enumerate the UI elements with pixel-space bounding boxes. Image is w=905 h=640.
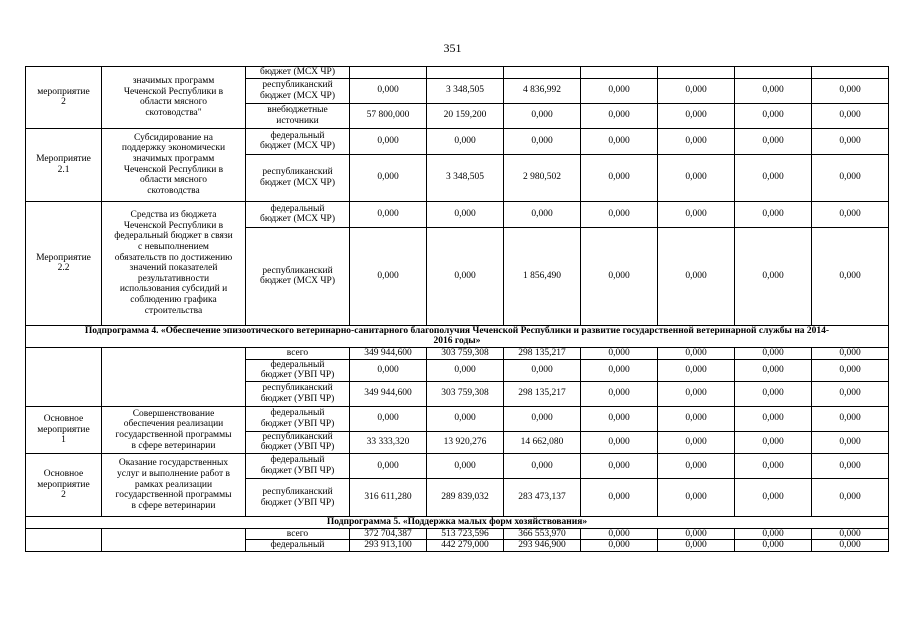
value-cell: 0,000 — [812, 540, 889, 552]
value-cell: 0,000 — [427, 227, 504, 325]
measure-code: Основное мероприятие 2 — [26, 454, 102, 517]
value-cell: 298 135,217 — [504, 381, 581, 406]
funding-source: федеральный бюджет (МСХ ЧР) — [246, 128, 350, 154]
value-cell: 0,000 — [812, 454, 889, 479]
value-cell: 0,000 — [812, 359, 889, 381]
value-cell: 303 759,308 — [427, 381, 504, 406]
value-cell: 0,000 — [735, 528, 812, 540]
value-cell: 0,000 — [427, 128, 504, 154]
value-cell: 0,000 — [735, 479, 812, 517]
value-cell: 349 944,600 — [350, 347, 427, 359]
table-row — [26, 454, 889, 479]
measure-code — [26, 347, 102, 406]
value-cell: 0,000 — [504, 359, 581, 381]
value-cell: 0,000 — [812, 479, 889, 517]
value-cell: 0,000 — [581, 227, 658, 325]
value-cell: 0,000 — [812, 201, 889, 227]
value-cell: 0,000 — [735, 154, 812, 201]
funding-source: всего — [246, 347, 350, 359]
value-cell: 0,000 — [812, 154, 889, 201]
value-cell: 0,000 — [581, 454, 658, 479]
value-cell: 0,000 — [350, 201, 427, 227]
funding-source: республиканский бюджет (МСХ ЧР) — [246, 227, 350, 325]
value-cell: 0,000 — [581, 128, 658, 154]
value-cell: 513 723,596 — [427, 528, 504, 540]
value-cell: 293 946,900 — [504, 540, 581, 552]
value-cell — [581, 67, 658, 79]
value-cell: 0,000 — [504, 103, 581, 128]
value-cell: 0,000 — [581, 540, 658, 552]
value-cell: 0,000 — [658, 78, 735, 103]
value-cell: 0,000 — [658, 540, 735, 552]
value-cell: 0,000 — [735, 78, 812, 103]
value-cell — [504, 67, 581, 79]
budget-table — [25, 66, 889, 552]
value-cell: 0,000 — [735, 406, 812, 431]
value-cell: 0,000 — [658, 406, 735, 431]
value-cell: 0,000 — [581, 381, 658, 406]
funding-source: всего — [246, 528, 350, 540]
value-cell: 0,000 — [504, 406, 581, 431]
measure-code: Мероприятие 2.1 — [26, 128, 102, 201]
measure-code — [26, 528, 102, 551]
funding-source: федеральный бюджет (УВП ЧР) — [246, 454, 350, 479]
value-cell: 0,000 — [812, 381, 889, 406]
table-row — [26, 128, 889, 154]
value-cell: 366 553,970 — [504, 528, 581, 540]
value-cell: 0,000 — [735, 201, 812, 227]
value-cell: 0,000 — [427, 359, 504, 381]
value-cell: 0,000 — [504, 454, 581, 479]
value-cell: 0,000 — [350, 454, 427, 479]
value-cell: 293 913,100 — [350, 540, 427, 552]
value-cell: 0,000 — [350, 78, 427, 103]
value-cell: 0,000 — [658, 128, 735, 154]
value-cell: 0,000 — [658, 227, 735, 325]
value-cell: 0,000 — [735, 227, 812, 325]
value-cell: 0,000 — [581, 201, 658, 227]
value-cell: 2 980,502 — [504, 154, 581, 201]
value-cell: 0,000 — [350, 406, 427, 431]
section-title: Подпрограмма 5. «Поддержка малых форм хозяйствования» — [26, 517, 889, 529]
value-cell: 0,000 — [658, 103, 735, 128]
value-cell: 0,000 — [812, 406, 889, 431]
value-cell: 0,000 — [812, 347, 889, 359]
page-number: 351 — [443, 41, 462, 55]
measure-name: значимых программ Чеченской Республики в области мясного скотоводства" — [102, 67, 246, 129]
value-cell: 0,000 — [735, 454, 812, 479]
value-cell: 0,000 — [581, 431, 658, 453]
value-cell — [812, 67, 889, 79]
value-cell: 20 159,200 — [427, 103, 504, 128]
value-cell: 0,000 — [658, 154, 735, 201]
value-cell: 303 759,308 — [427, 347, 504, 359]
funding-source: республиканский бюджет (МСХ ЧР) — [246, 154, 350, 201]
funding-source: республиканский бюджет (УВП ЧР) — [246, 479, 350, 517]
value-cell: 0,000 — [658, 347, 735, 359]
value-cell: 0,000 — [427, 406, 504, 431]
value-cell: 0,000 — [581, 103, 658, 128]
measure-name — [102, 528, 246, 551]
value-cell: 0,000 — [350, 359, 427, 381]
value-cell: 0,000 — [735, 431, 812, 453]
section-title: Подпрограмма 4. «Обеспечение эпизоотического ветеринарно-санитарного благополучия Чеченской Республики и развитие государственной ветеринарной службы на 2014- 2016 годы» — [26, 325, 889, 347]
measure-code: Основное мероприятие 1 — [26, 406, 102, 453]
value-cell: 14 662,080 — [504, 431, 581, 453]
value-cell: 0,000 — [812, 227, 889, 325]
funding-source: федеральный бюджет (МСХ ЧР) — [246, 201, 350, 227]
measure-name: Совершенствование обеспечения реализации государственной программы в сфере ветеринарии — [102, 406, 246, 453]
value-cell: 0,000 — [427, 454, 504, 479]
value-cell: 0,000 — [581, 347, 658, 359]
value-cell: 298 135,217 — [504, 347, 581, 359]
funding-source: внебюджетные источники — [246, 103, 350, 128]
value-cell: 0,000 — [658, 381, 735, 406]
value-cell: 0,000 — [350, 227, 427, 325]
value-cell: 0,000 — [735, 381, 812, 406]
value-cell: 1 856,490 — [504, 227, 581, 325]
value-cell: 0,000 — [581, 406, 658, 431]
value-cell: 3 348,505 — [427, 78, 504, 103]
funding-source: бюджет (МСХ ЧР) — [246, 67, 350, 79]
measure-code: мероприятие 2 — [26, 67, 102, 129]
section-row — [26, 517, 889, 529]
measure-name — [102, 347, 246, 406]
value-cell: 0,000 — [812, 78, 889, 103]
value-cell: 13 920,276 — [427, 431, 504, 453]
value-cell: 0,000 — [812, 431, 889, 453]
value-cell: 283 473,137 — [504, 479, 581, 517]
value-cell: 289 839,032 — [427, 479, 504, 517]
value-cell: 316 611,280 — [350, 479, 427, 517]
value-cell: 372 704,387 — [350, 528, 427, 540]
value-cell: 0,000 — [504, 128, 581, 154]
value-cell: 0,000 — [658, 479, 735, 517]
value-cell: 0,000 — [581, 154, 658, 201]
value-cell: 57 800,000 — [350, 103, 427, 128]
value-cell: 0,000 — [658, 201, 735, 227]
funding-source: республиканский бюджет (УВП ЧР) — [246, 431, 350, 453]
table-row — [26, 406, 889, 431]
value-cell — [735, 67, 812, 79]
value-cell: 0,000 — [350, 154, 427, 201]
value-cell: 0,000 — [658, 528, 735, 540]
value-cell: 0,000 — [812, 103, 889, 128]
value-cell: 0,000 — [504, 201, 581, 227]
value-cell: 0,000 — [735, 128, 812, 154]
funding-source: федеральный бюджет (УВП ЧР) — [246, 406, 350, 431]
measure-name: Средства из бюджета Чеченской Республики в федеральный бюджет в связи с невыполнением обязательств по достижению значений показателей результативности использования субсидий и соблюдению графика строительства — [102, 201, 246, 325]
value-cell — [658, 67, 735, 79]
value-cell: 0,000 — [581, 528, 658, 540]
measure-name: Оказание государственных услуг и выполнение работ в рамках реализации государственной программы в сфере ветеринарии — [102, 454, 246, 517]
value-cell: 442 279,000 — [427, 540, 504, 552]
table-row — [26, 347, 889, 359]
funding-source: республиканский бюджет (МСХ ЧР) — [246, 78, 350, 103]
table-row — [26, 201, 889, 227]
value-cell: 0,000 — [581, 359, 658, 381]
value-cell — [427, 67, 504, 79]
section-row — [26, 325, 889, 347]
value-cell: 0,000 — [735, 540, 812, 552]
value-cell: 0,000 — [581, 78, 658, 103]
value-cell: 3 348,505 — [427, 154, 504, 201]
value-cell: 0,000 — [812, 528, 889, 540]
value-cell: 0,000 — [350, 128, 427, 154]
value-cell: 0,000 — [735, 347, 812, 359]
value-cell: 0,000 — [581, 479, 658, 517]
value-cell: 0,000 — [427, 201, 504, 227]
table-row — [26, 528, 889, 540]
funding-source: республиканский бюджет (УВП ЧР) — [246, 381, 350, 406]
table-row — [26, 67, 889, 79]
measure-name: Субсидирование на поддержку экономически значимых программ Чеченской Республики в области мясного скотоводства — [102, 128, 246, 201]
value-cell: 0,000 — [658, 431, 735, 453]
value-cell: 33 333,320 — [350, 431, 427, 453]
funding-source: федеральный бюджет (УВП ЧР) — [246, 359, 350, 381]
value-cell: 349 944,600 — [350, 381, 427, 406]
funding-source: федеральный — [246, 540, 350, 552]
measure-code: Мероприятие 2.2 — [26, 201, 102, 325]
value-cell — [350, 67, 427, 79]
value-cell: 0,000 — [735, 103, 812, 128]
value-cell: 0,000 — [735, 359, 812, 381]
value-cell: 0,000 — [658, 454, 735, 479]
value-cell: 4 836,992 — [504, 78, 581, 103]
value-cell: 0,000 — [658, 359, 735, 381]
value-cell: 0,000 — [812, 128, 889, 154]
